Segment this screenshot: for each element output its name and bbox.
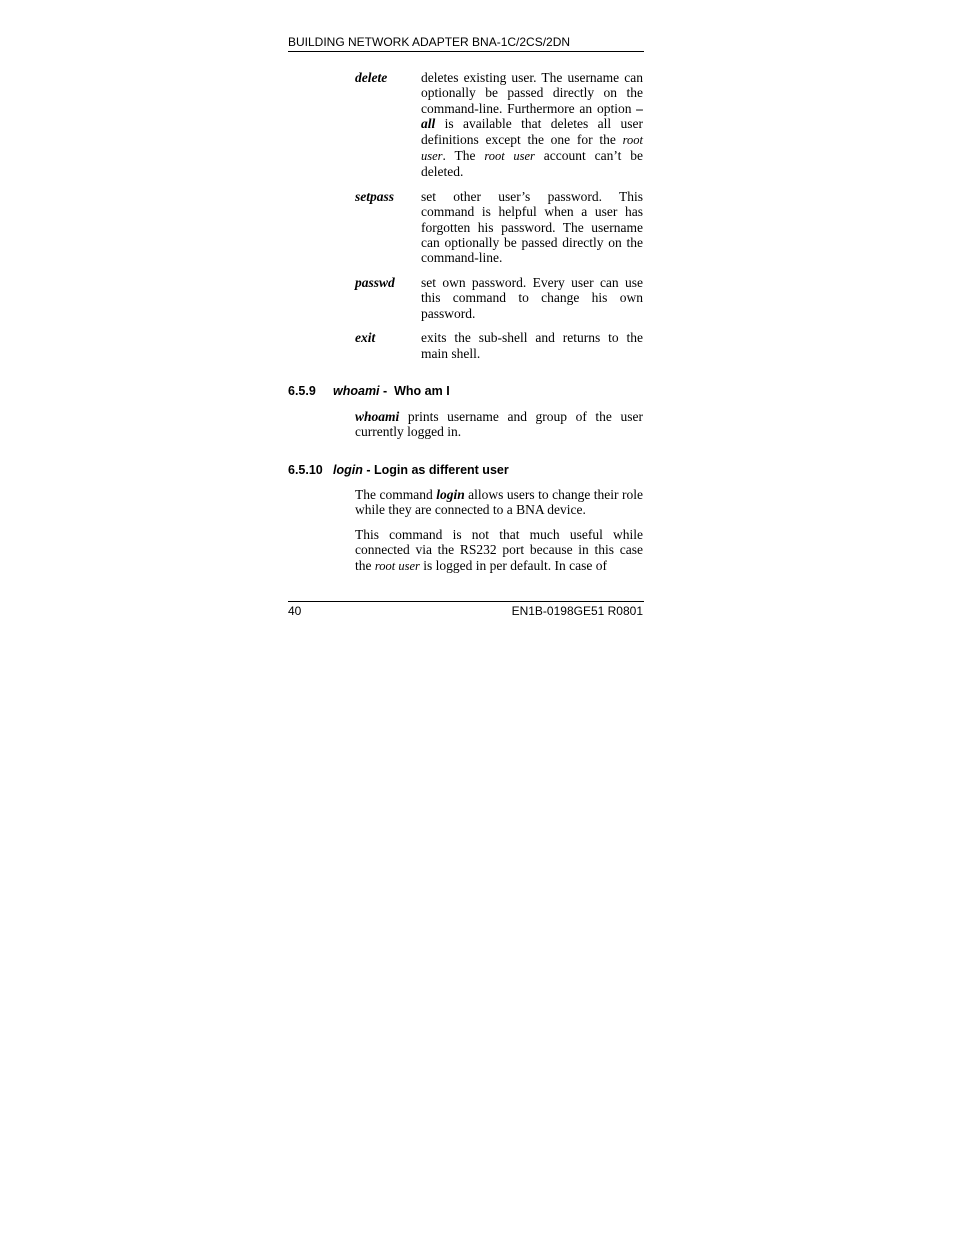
- definition-item-exit: [355, 330, 643, 361]
- description-text: deletes existing user. The username can optionally be passed directly on the command-line. Furthermore an option: [421, 70, 643, 116]
- description-text: . The: [442, 148, 485, 164]
- definition-item-delete: [355, 70, 643, 180]
- login-paragraph-1: [355, 487, 643, 518]
- definition-description: [421, 189, 643, 266]
- paragraph-text: The command: [355, 487, 437, 502]
- section-number: 6.5.9: [288, 384, 316, 398]
- description-text: set own password. Every user can use this command to change his own password.: [421, 274, 643, 321]
- section-command: login: [333, 463, 363, 477]
- description-text: exits the sub-shell and returns to the main shell.: [421, 330, 643, 361]
- description-emphasis: root user: [484, 149, 535, 164]
- footer-rule: [288, 601, 644, 602]
- section-number: 6.5.10: [288, 463, 323, 477]
- running-header: BUILDING NETWORK ADAPTER BNA-1C/2CS/2DN: [288, 35, 571, 49]
- definition-term: exit: [355, 330, 376, 346]
- inline-command: login: [436, 487, 465, 502]
- definition-term: setpass: [355, 188, 395, 204]
- header-rule: [288, 51, 644, 52]
- inline-command: whoami: [355, 409, 400, 424]
- description-emphasis: root user: [421, 132, 643, 164]
- section-command: whoami: [333, 384, 380, 398]
- section-heading-whoami: [288, 383, 644, 399]
- paragraph-text: is logged in per default. In case of: [419, 557, 607, 573]
- whoami-paragraph: [355, 409, 643, 440]
- paragraph-text: allows users to change their role while they are connected to a BNA device.: [355, 487, 643, 518]
- definition-description: [421, 330, 643, 361]
- document-code: EN1B-0198GE51 R0801: [511, 604, 643, 618]
- description-text: account can’t be deleted.: [421, 148, 643, 180]
- paragraph-text: This command is not that much useful while connected via the RS232 port because in this case the: [355, 527, 643, 573]
- section-title: - Login as different user: [362, 463, 509, 477]
- section-heading-login: [288, 462, 644, 478]
- definition-item-setpass: [355, 189, 643, 266]
- command-definition-list: [355, 70, 643, 370]
- section-title: - Who am I: [379, 384, 450, 398]
- description-text: is available that deletes all user definitions except the one for the: [421, 116, 643, 147]
- definition-description: [421, 70, 643, 180]
- definition-term: passwd: [355, 274, 395, 290]
- page-number: 40: [288, 604, 302, 618]
- description-emphasis: –all: [421, 100, 643, 132]
- description-text: set other user’s password. This command is helpful when a user has forgotten his password. The username can optionally be passed directly on the command-line.: [421, 188, 643, 266]
- inline-emphasis: root user: [374, 558, 420, 573]
- definition-description: [421, 275, 643, 321]
- paragraph-text: prints username and group of the user currently logged in.: [355, 409, 643, 440]
- definition-item-passwd: [355, 275, 643, 321]
- definition-term: delete: [355, 70, 388, 85]
- login-paragraph-2: [355, 527, 643, 574]
